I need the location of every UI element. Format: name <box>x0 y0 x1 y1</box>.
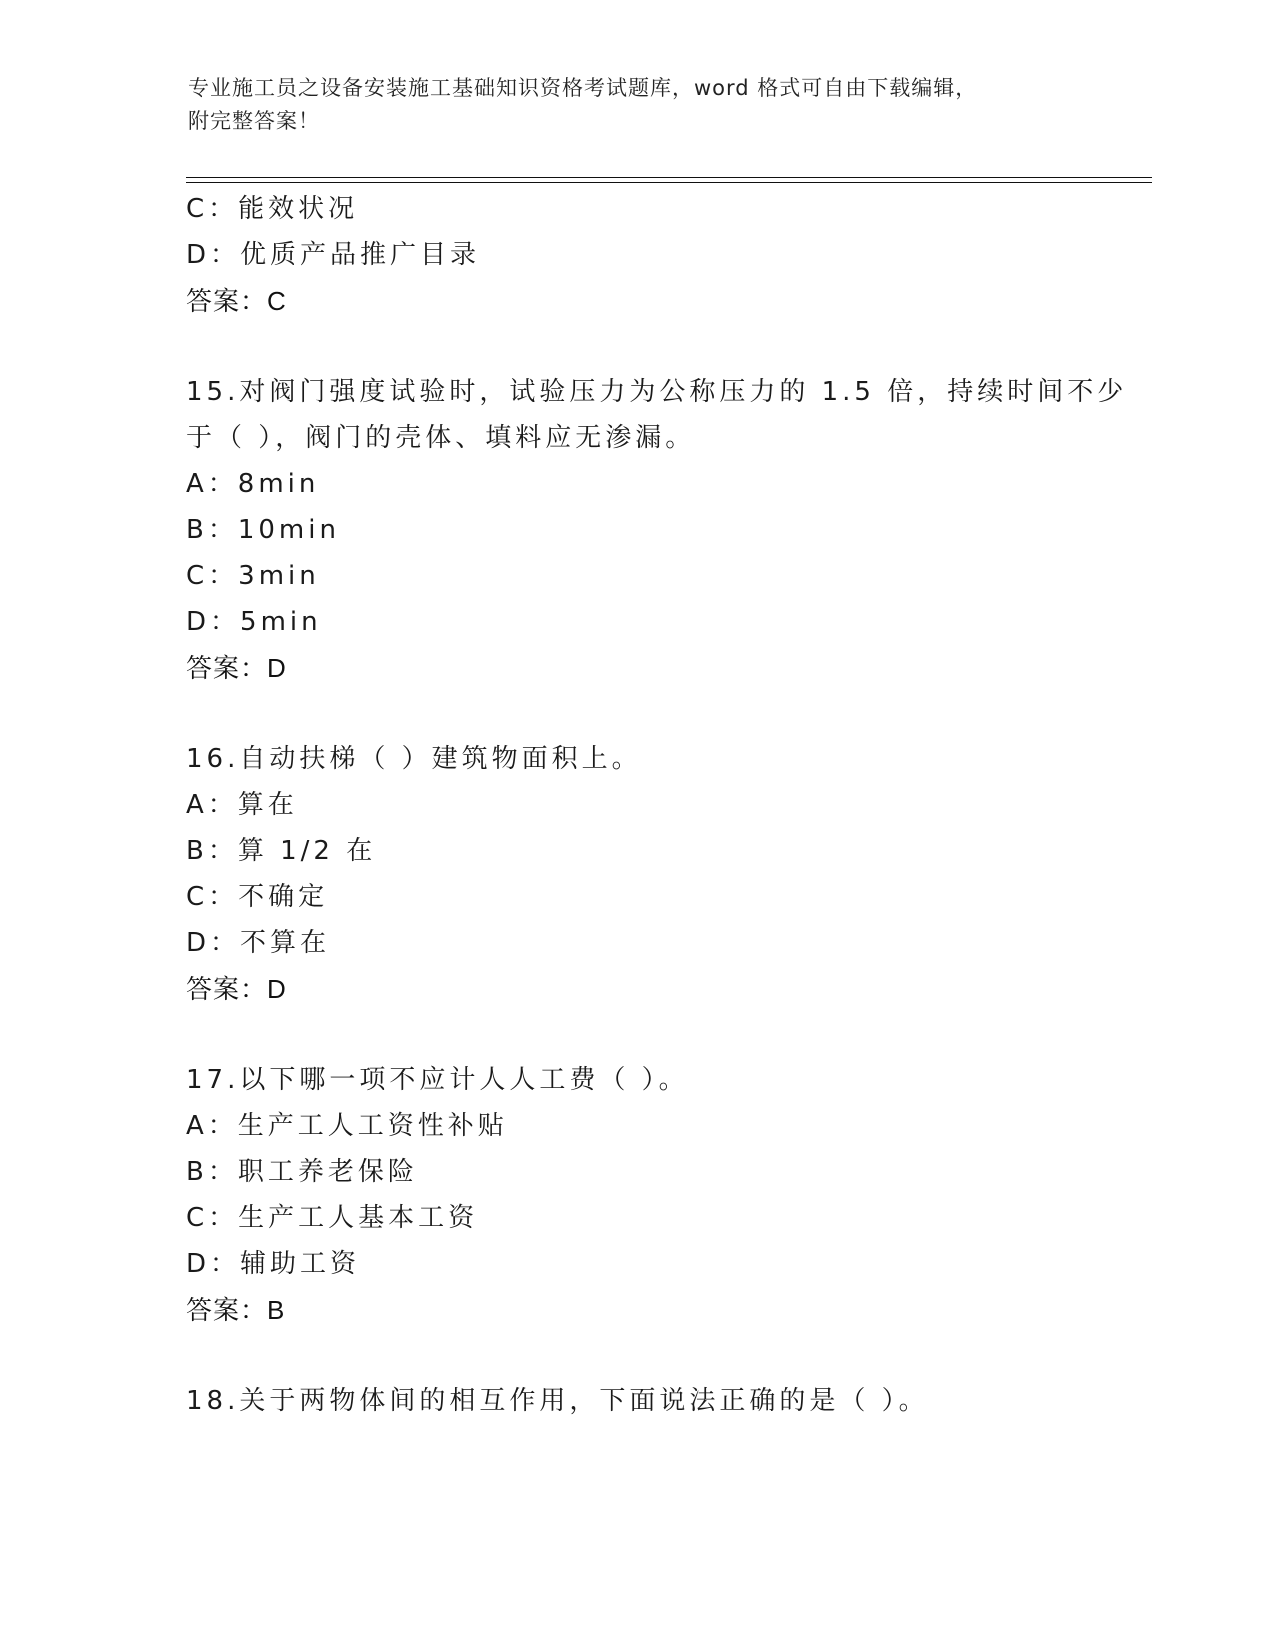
header-double-rule <box>186 177 1152 183</box>
document-body <box>186 186 1128 1424</box>
question-stem: 16.自动扶梯（ ）建筑物面积上。 <box>186 744 642 774</box>
question-16 <box>186 736 1086 1012</box>
option-b: B：10min <box>186 515 340 545</box>
option-b: B：职工养老保险 <box>186 1157 418 1187</box>
spacer <box>186 1012 1086 1057</box>
option-d: D：不算在 <box>186 928 331 958</box>
question-15 <box>186 369 1128 691</box>
option-c: C：不确定 <box>186 882 329 912</box>
option-d: D：优质产品推广目录 <box>186 240 481 270</box>
spacer <box>186 691 1086 736</box>
header-line-1: 专业施工员之设备安装施工基础知识资格考试题库，word 格式可自由下载编辑， <box>188 76 978 100</box>
spacer <box>186 1333 1086 1378</box>
option-d: D：辅助工资 <box>186 1249 361 1279</box>
question-stem: 17.以下哪一项不应计人人工费（ ）。 <box>186 1065 689 1095</box>
option-d: D：5min <box>186 607 322 637</box>
question-stem: 15.对阀门强度试验时，试验压力为公称压力的 1.5 倍，持续时间不少 <box>186 377 1128 407</box>
question-17 <box>186 1057 1086 1333</box>
page-header <box>188 72 1068 138</box>
option-a: A：算在 <box>186 790 298 820</box>
spacer <box>186 324 1086 369</box>
answer-line: 答案：D <box>186 653 287 683</box>
question-stem: 18.关于两物体间的相互作用，下面说法正确的是（ ）。 <box>186 1386 929 1416</box>
question-stem: 于（ ），阀门的壳体、填料应无渗漏。 <box>186 423 696 453</box>
option-a: A：生产工人工资性补贴 <box>186 1111 508 1141</box>
answer-line: 答案：C <box>186 286 287 316</box>
answer-line: 答案：D <box>186 974 287 1004</box>
answer-line: 答案：B <box>186 1295 286 1325</box>
option-c: C：3min <box>186 561 320 591</box>
option-c: C：生产工人基本工资 <box>186 1203 479 1233</box>
question-18 <box>186 1378 1086 1424</box>
option-a: A：8min <box>186 469 320 499</box>
option-c: C：能效状况 <box>186 194 359 224</box>
header-line-2: 附完整答案！ <box>188 109 320 133</box>
option-b: B：算 1/2 在 <box>186 836 377 866</box>
